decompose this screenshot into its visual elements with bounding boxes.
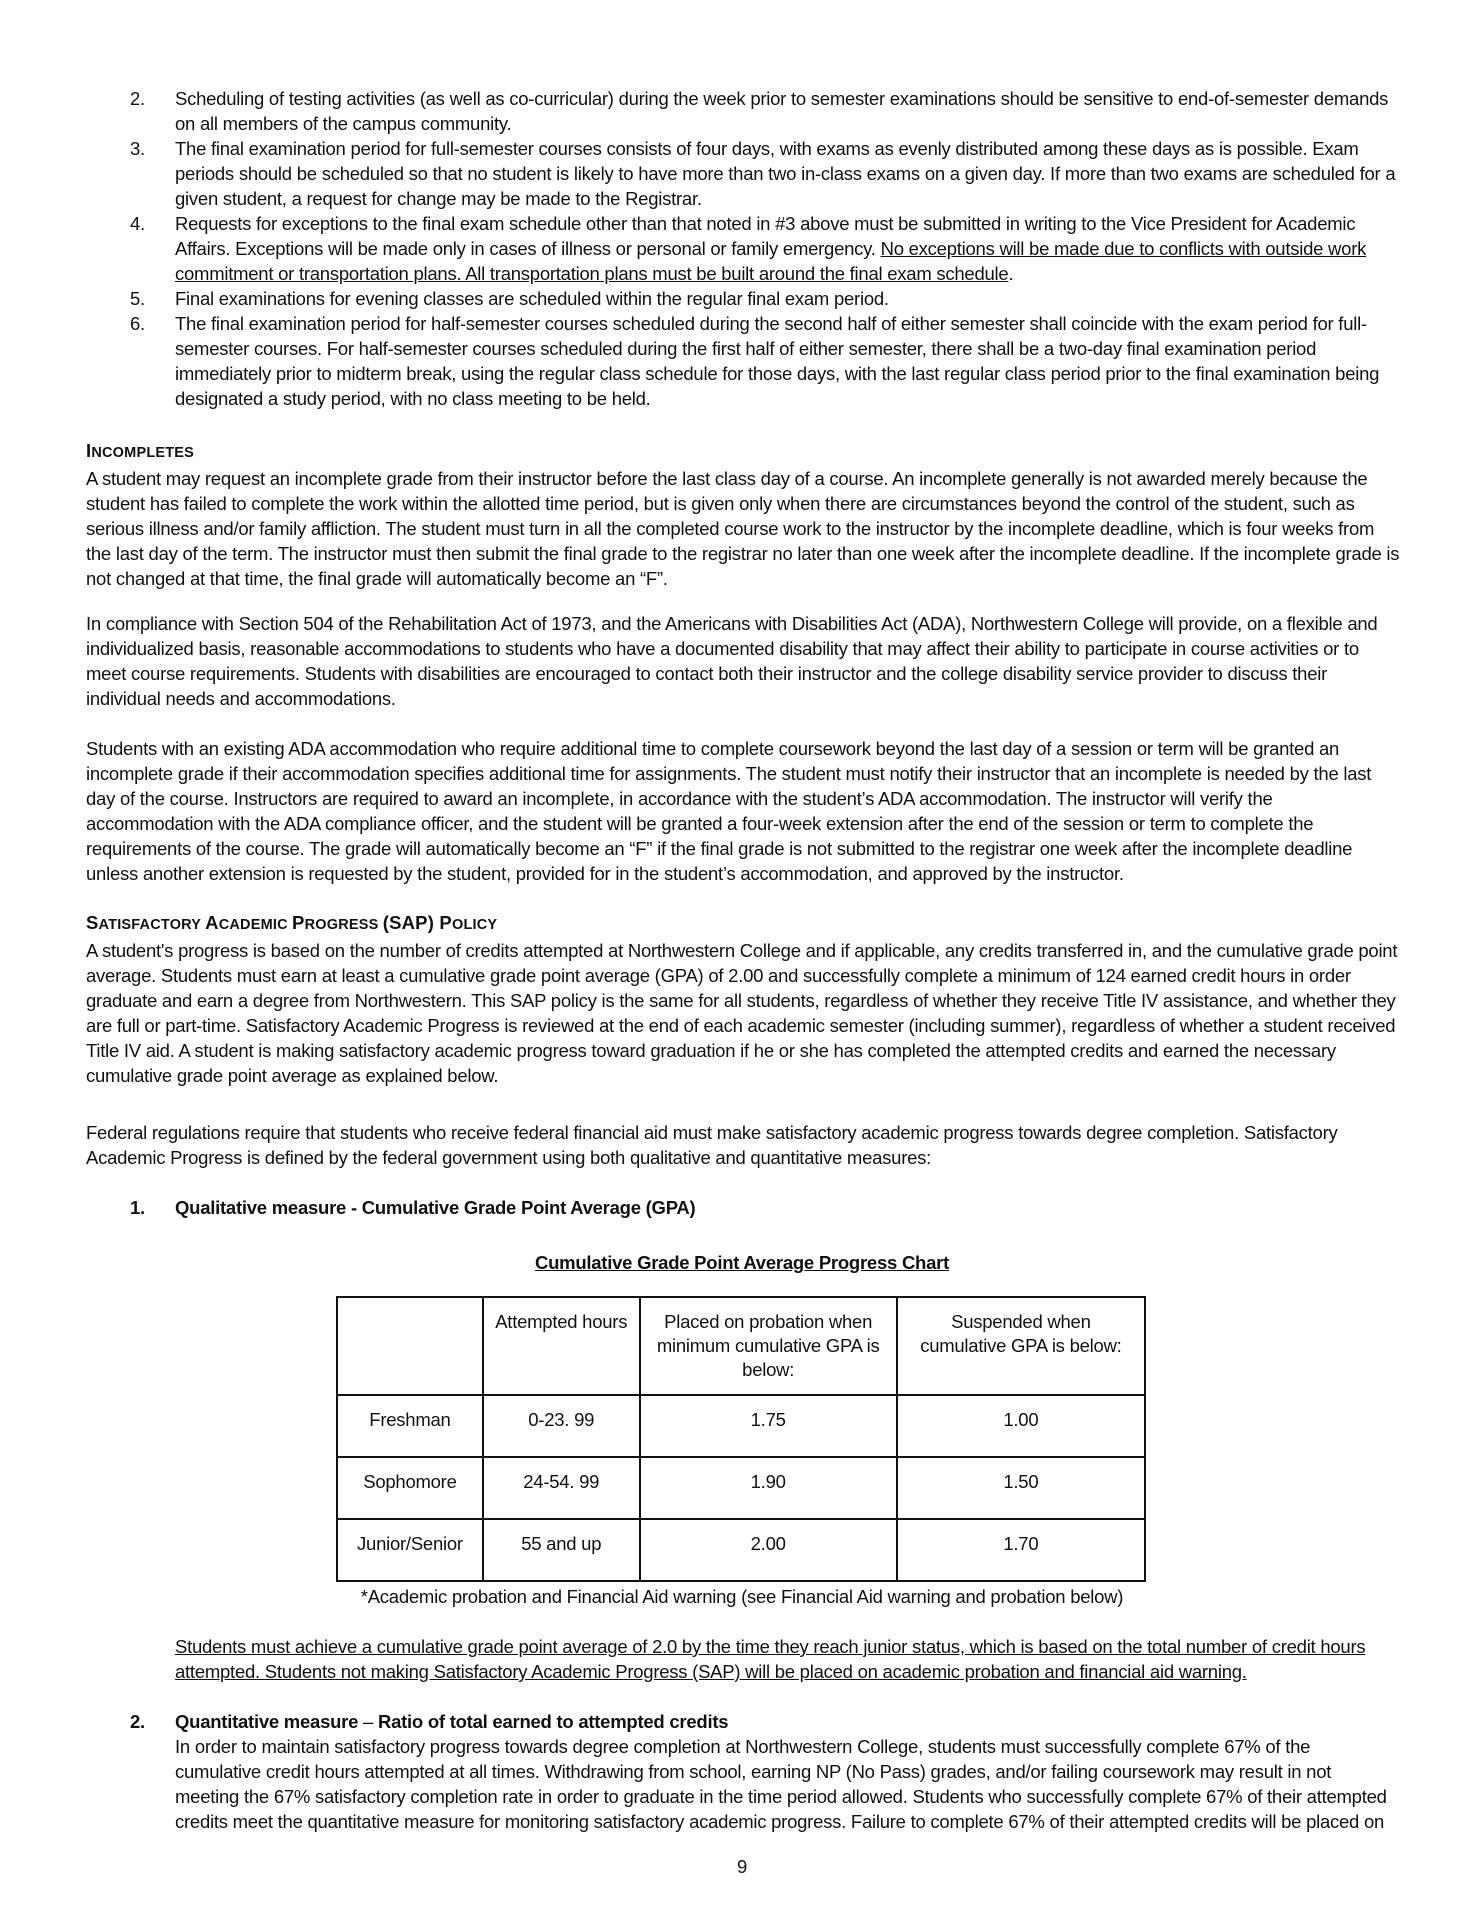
table-cell: Junior/Senior bbox=[337, 1519, 483, 1581]
list-item bbox=[130, 211, 1400, 286]
heading-rest: OLICY bbox=[451, 917, 498, 933]
table-row bbox=[337, 1519, 1145, 1581]
underlined-text: Students must achieve a cumulative grade point average of 2.0 by the time they reach junior status, which is based on the total number of credit hours attempted. Students not making Satisfactory Academic Progress (SAP) will be placed on academic probation and financial aid warning. bbox=[175, 1636, 1366, 1682]
table-header-cell: Placed on probation when minimum cumulative GPA is below: bbox=[640, 1297, 897, 1395]
sap-paragraph-1: A student's progress is based on the number of credits attempted at Northwestern College and if applicable, any credits transferred in, and the cumulative grade point average. Students must earn at least a cumulative grade point average (GPA) of 2.00 and successfully complete a minimum of 124 earned credit hours in order graduate and earn a degree from Northwestern. This SAP policy is the same for all students, regardless of whether they receive Title IV assistance, and whether they are full or part-time. Satisfactory Academic Progress is reviewed at the end of each academic semester (including summer), regardless of whether a student received Title IV aid. A student is making satisfactory academic progress toward graduation if he or she has completed the attempted credits and earned the necessary cumulative grade point average as explained below. bbox=[86, 940, 1398, 1086]
measure-title-b: Ratio of total earned to attempted credits bbox=[377, 1711, 729, 1732]
list-item bbox=[130, 311, 1400, 411]
heading-initial: I bbox=[86, 440, 92, 461]
heading-abbr: (SAP) bbox=[382, 912, 440, 933]
table-cell: 1.70 bbox=[897, 1519, 1145, 1581]
underlined-exception-text: No exceptions will be made due to conflicts with outside work commitment or transportation plans. All transportation plans must be built around the final exam schedule bbox=[175, 238, 1367, 284]
heading-rest: ATISFACTORY bbox=[98, 917, 206, 933]
table-header-cell: Attempted hours bbox=[483, 1297, 640, 1395]
table-row bbox=[337, 1457, 1145, 1519]
heading-initial: S bbox=[86, 912, 99, 933]
list-item-text: Final examinations for evening classes are scheduled within the regular final exam period. bbox=[175, 288, 889, 309]
qualitative-measure bbox=[130, 1195, 1400, 1220]
list-item-text: Requests for exceptions to the final exam schedule other than that noted in #3 above must be submitted in writing to the Vice President for Academic Affairs. Exceptions will be made only in cases of illness or personal or family emergency. bbox=[175, 213, 1356, 259]
sap-heading bbox=[86, 910, 1400, 938]
list-item bbox=[130, 136, 1400, 211]
table-header-cell bbox=[337, 1297, 483, 1395]
measure-title-dash: – bbox=[358, 1711, 378, 1732]
list-item-text: The final examination period for half-semester courses scheduled during the second half of either semester shall coincide with the exam period for full-semester courses. For half-semester courses scheduled during the first half of either semester, there shall be a two-day final examination period immediately prior to midterm break, using the regular class schedule for those days, with the last regular class period prior to the final examination being designated a study period, with no class meeting to be held. bbox=[175, 313, 1380, 409]
table-cell: Freshman bbox=[337, 1395, 483, 1457]
gpa-progress-table bbox=[336, 1296, 1146, 1582]
list-item bbox=[130, 86, 1400, 136]
incompletes-heading bbox=[86, 438, 1400, 466]
heading-initial: P bbox=[439, 912, 452, 933]
measure-title-a: Quantitative measure bbox=[175, 1711, 359, 1732]
table-cell: Sophomore bbox=[337, 1457, 483, 1519]
measure-number: 1. bbox=[130, 1197, 145, 1218]
list-item-text-container bbox=[175, 211, 1400, 286]
table-cell: 2.00 bbox=[640, 1519, 897, 1581]
table-cell: 1.00 bbox=[897, 1395, 1145, 1457]
exam-policy-list bbox=[130, 86, 1400, 411]
list-item-number: 3. bbox=[130, 138, 145, 159]
list-item-text: The final examination period for full-semester courses consists of four days, with exams as evenly distributed among these days as is possible. Exam periods should be scheduled so that no student is likely to have more than two in-class exams on a given day. If more than two exams are scheduled for a given student, a request for change may be made to the Registrar. bbox=[175, 138, 1396, 209]
list-item bbox=[130, 286, 1400, 311]
table-header-cell: Suspended when cumulative GPA is below: bbox=[897, 1297, 1145, 1395]
heading-rest: ROGRESS bbox=[304, 917, 383, 933]
heading-rest: CADEMIC bbox=[218, 917, 293, 933]
list-item-number: 6. bbox=[130, 313, 145, 334]
list-item-text-tail: . bbox=[1008, 263, 1014, 284]
table-cell: 1.75 bbox=[640, 1395, 897, 1457]
table-cell: 0-23. 99 bbox=[483, 1395, 640, 1457]
table-cell: 1.50 bbox=[897, 1457, 1145, 1519]
table-footnote: *Academic probation and Financial Aid warning (see Financial Aid warning and probation below) bbox=[360, 1586, 1124, 1607]
list-item-text: Scheduling of testing activities (as well as co-curricular) during the week prior to semester examinations should be sensitive to end-of-semester demands on all members of the campus community. bbox=[175, 88, 1389, 134]
table-cell: 1.90 bbox=[640, 1457, 897, 1519]
sap-paragraph-2: Federal regulations require that students who receive federal financial aid must make satisfactory academic progress towards degree completion. Satisfactory Academic Progress is defined by the federal government using both qualitative and quantitative measures: bbox=[86, 1122, 1338, 1168]
measure-number: 2. bbox=[130, 1711, 145, 1732]
measure-title: Qualitative measure - Cumulative Grade Point Average (GPA) bbox=[175, 1197, 696, 1218]
incompletes-paragraph-1: A student may request an incomplete grade from their instructor before the last class day of a course. An incomplete generally is not awarded merely because the student has failed to complete the work within the allotted time period, but is given only when there are circumstances beyond the control of the student, such as serious illness and/or family affliction. The student must turn in all the completed course work to the instructor by the incomplete deadline, which is four weeks from the last day of the term. The instructor must then submit the final grade to the registrar no later than one week after the incomplete deadline. If the incomplete grade is not changed at that time, the final grade will automatically become an “F”. bbox=[86, 468, 1400, 589]
heading-initial: P bbox=[292, 912, 305, 933]
heading-rest: NCOMPLETES bbox=[91, 445, 195, 461]
table-cell: 24-54. 99 bbox=[483, 1457, 640, 1519]
page-number: 9 bbox=[736, 1856, 748, 1877]
sap-section bbox=[86, 910, 1400, 1088]
junior-status-paragraph bbox=[175, 1634, 1405, 1684]
heading-initial: A bbox=[205, 912, 219, 933]
table-cell: 55 and up bbox=[483, 1519, 640, 1581]
gpa-chart-title: Cumulative Grade Point Average Progress Chart bbox=[534, 1252, 950, 1273]
list-item-number: 5. bbox=[130, 288, 145, 309]
measure-title bbox=[130, 1709, 1400, 1734]
table-header-row bbox=[337, 1297, 1145, 1395]
table-row bbox=[337, 1395, 1145, 1457]
ada-paragraph: In compliance with Section 504 of the Rehabilitation Act of 1973, and the Americans with Disabilities Act (ADA), Northwestern College will provide, on a flexible and individualized basis, reasonable accommodations to students who have a documented disability that may affect their ability to participate in course activities or to meet course requirements. Students with disabilities are encouraged to contact both their instructor and the college disability service provider to discuss their individual needs and accommodations. bbox=[86, 613, 1378, 709]
incompletes-section bbox=[86, 438, 1400, 591]
measure-body: In order to maintain satisfactory progress towards degree completion at Northwestern College, students must successfully complete 67% of the cumulative credit hours attempted at all times. Withdrawing from school, earning NP (No Pass) grades, and/or failing coursework may result in not meeting the 67% satisfactory completion rate in order to graduate in the time period allowed. Students who successfully complete 67% of their attempted credits meet the quantitative measure for monitoring satisfactory academic progress. Failure to complete 67% of their attempted credits will be placed on bbox=[175, 1736, 1387, 1832]
ada-extension-paragraph: Students with an existing ADA accommodation who require additional time to complete coursework beyond the last day of a session or term will be granted an incomplete grade if their accommodation specifies additional time for assignments. The student must notify their instructor that an incomplete is needed by the last day of the course. Instructors are required to award an incomplete, in accordance with the student’s ADA accommodation. The instructor will verify the accommodation with the ADA compliance officer, and the student will be granted a four-week extension after the end of the session or term to complete the requirements of the course. The grade will automatically become an “F” if the final grade is not submitted to the registrar one week after the incomplete deadline unless another extension is requested by the student, provided for in the student’s accommodation, and approved by the instructor. bbox=[86, 738, 1372, 884]
list-item-number: 4. bbox=[130, 213, 145, 234]
quantitative-measure bbox=[130, 1709, 1400, 1834]
list-item-number: 2. bbox=[130, 88, 145, 109]
